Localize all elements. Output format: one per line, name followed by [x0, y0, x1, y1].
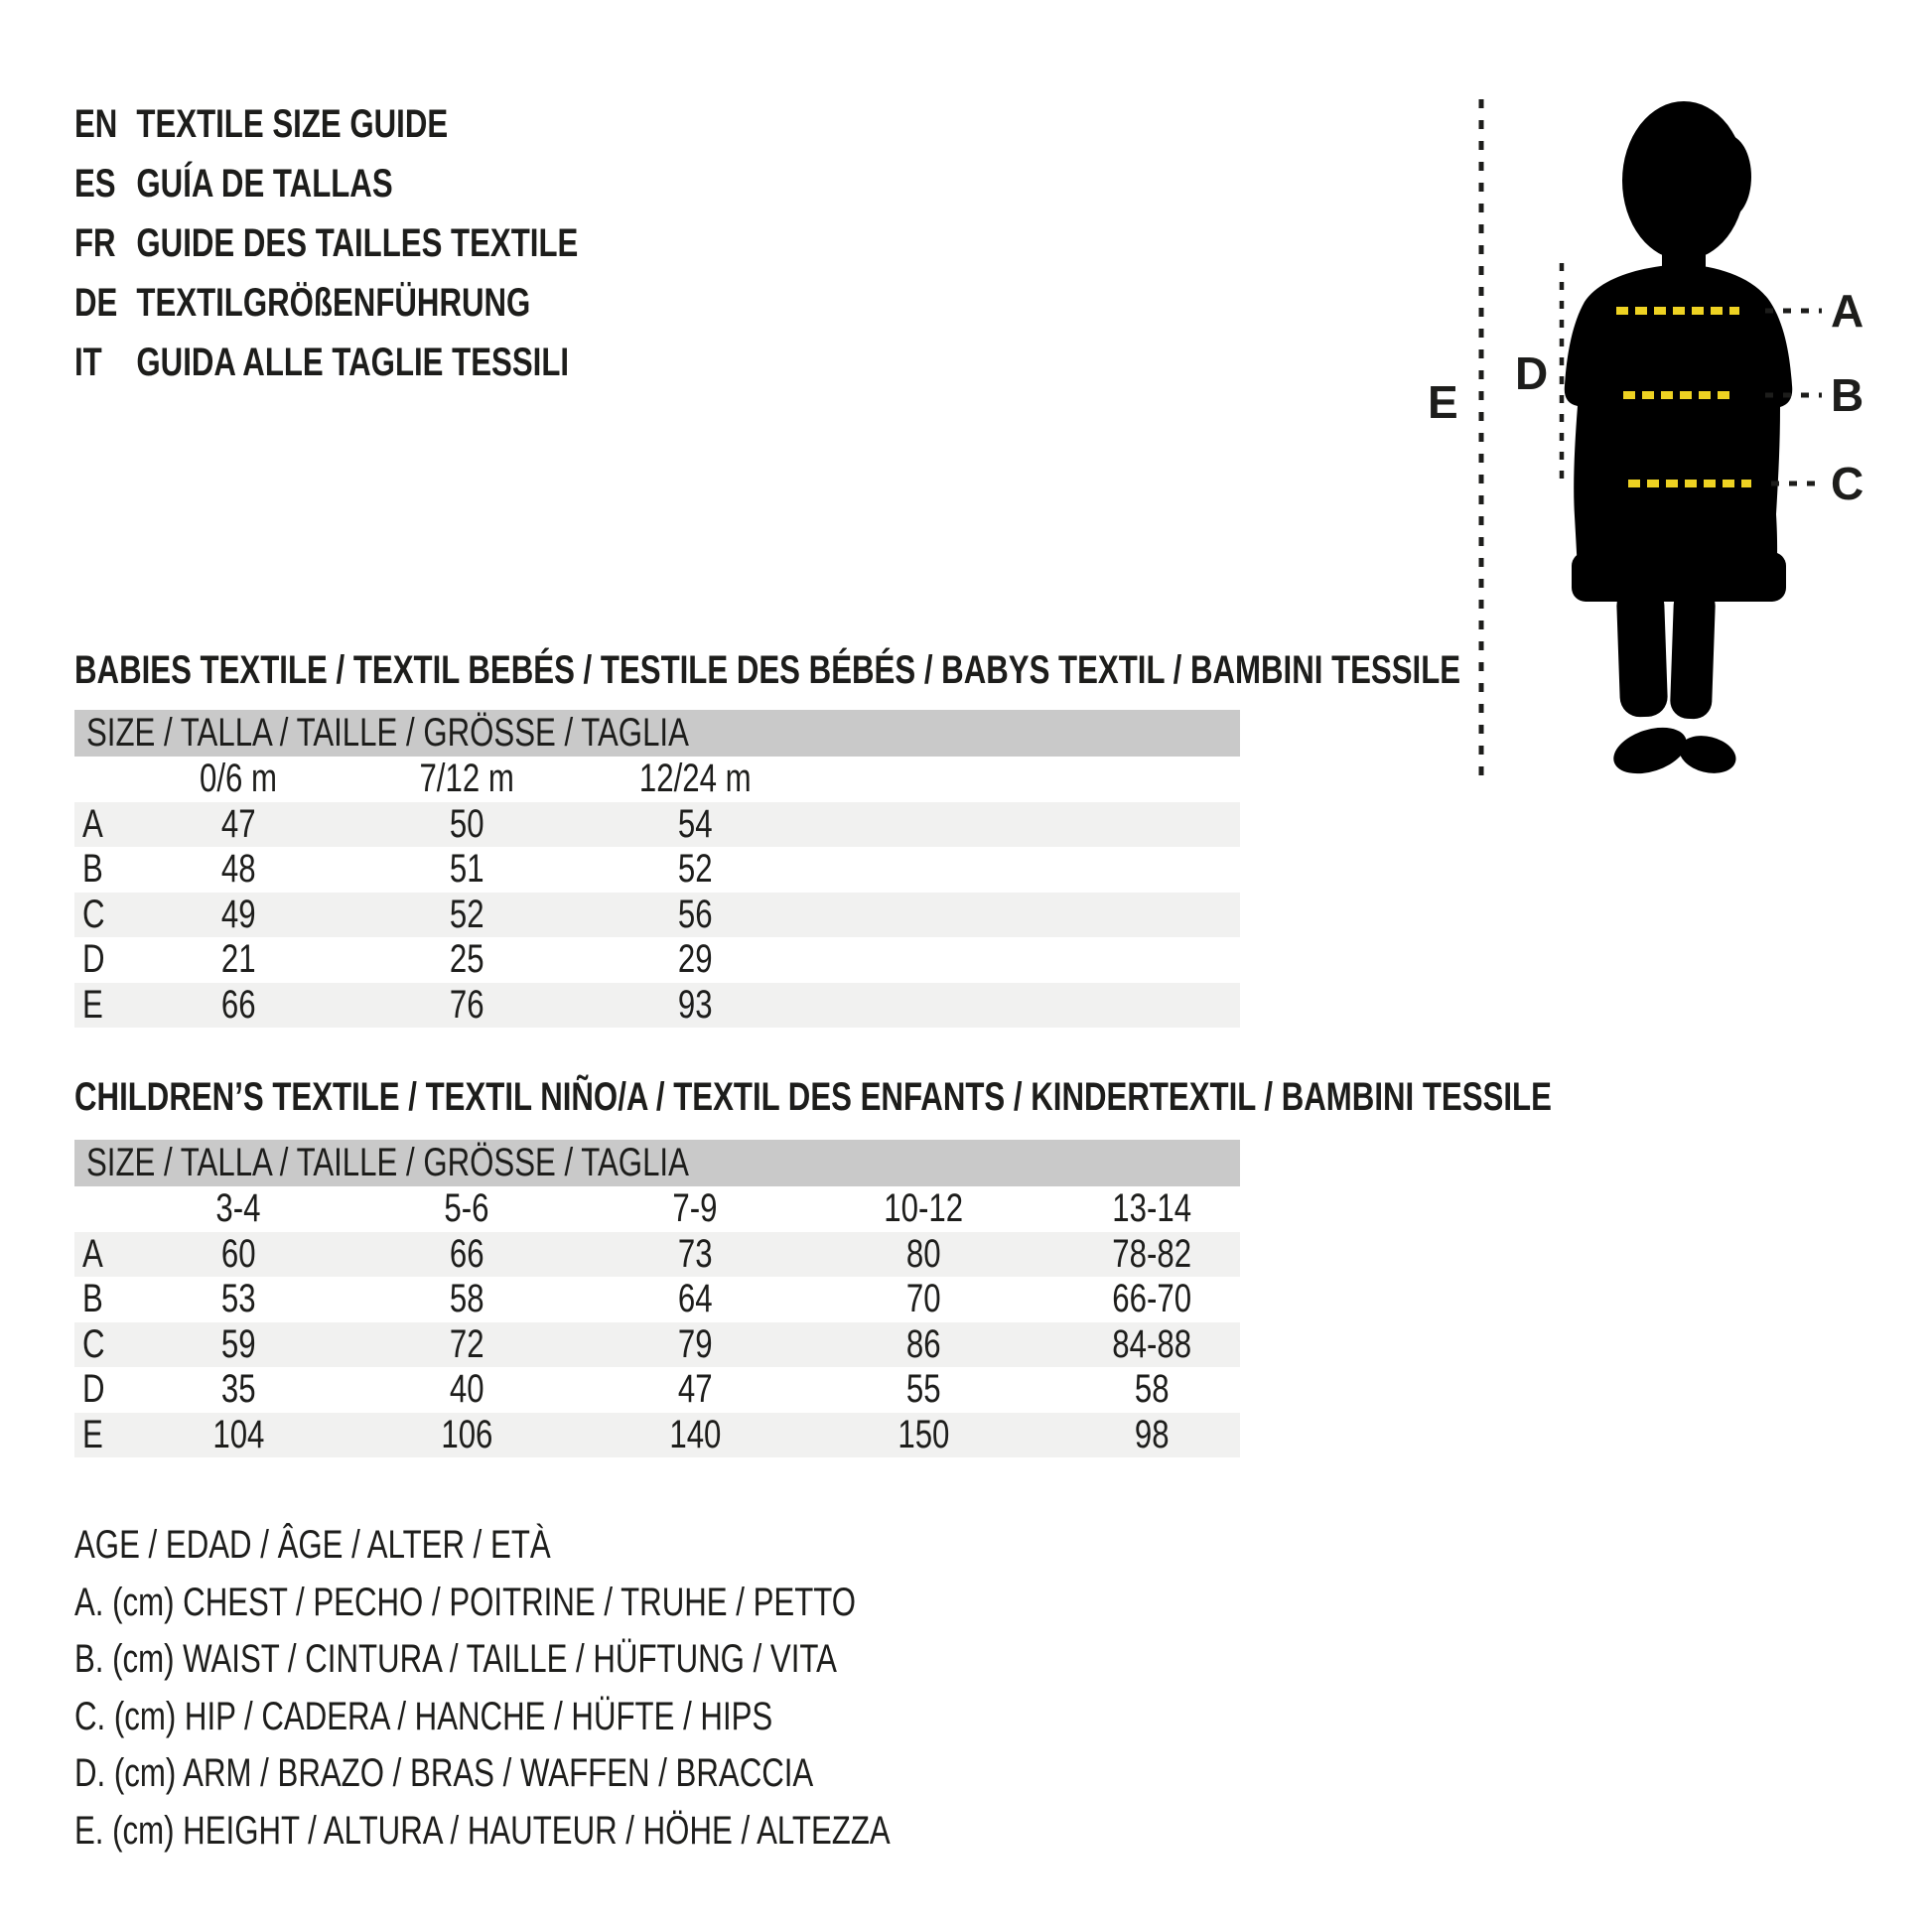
hair-shape	[1704, 135, 1751, 218]
table-cell: 66	[220, 982, 256, 1027]
table-cell: 25	[449, 937, 484, 981]
table-cell: 64	[677, 1277, 713, 1320]
page-title-it: GUIDA ALLE TAGLIE TESSILI	[136, 341, 570, 384]
page-title-de: TEXTILGRÖßENFÜHRUNG	[136, 281, 531, 325]
babies-size-band: SIZE / TALLA / TAILLE / GRÖSSE / TAGLIA	[74, 710, 1240, 757]
table-row	[74, 1322, 1240, 1368]
page-title-fr: GUIDE DES TAILLES TEXTILE	[136, 221, 579, 265]
table-cell: 51	[449, 847, 484, 891]
table-cell: 60	[220, 1231, 256, 1276]
children-size-table	[74, 1140, 1240, 1457]
table-cell: 58	[1134, 1367, 1170, 1411]
column-header: 3-4	[215, 1186, 261, 1230]
table-row	[74, 847, 1240, 893]
row-label: B	[82, 847, 103, 891]
title-row-es	[74, 154, 720, 213]
legend-line-hip: C. (cm) HIP / CADERA / HANCHE / HÜFTE / HIPS	[74, 1694, 773, 1738]
column-header: 10-12	[884, 1186, 963, 1230]
table-row	[74, 1232, 1240, 1278]
table-cell: 104	[211, 1412, 265, 1456]
babies-section-title: BABIES TEXTILE / TEXTIL BEBÉS / TESTILE DES BÉBÉS / BABYS TEXTIL / BAMBINI TESSILE	[74, 648, 1461, 692]
table-cell: 106	[440, 1412, 493, 1456]
title-row-de	[74, 273, 720, 333]
babies-size-table	[74, 710, 1240, 1028]
row-label: D	[82, 937, 105, 981]
legend-line-waist: B. (cm) WAIST / CINTURA / TAILLE / HÜFTUNG / VITA	[74, 1637, 837, 1681]
table-cell: 29	[677, 937, 713, 981]
column-header: 5-6	[444, 1186, 489, 1230]
table-row	[74, 802, 1240, 848]
corner-cell	[74, 1186, 124, 1232]
table-cell: 47	[677, 1367, 713, 1411]
table-cell: 53	[220, 1277, 256, 1320]
table-row	[74, 1277, 1240, 1322]
table-cell: 78-82	[1112, 1231, 1191, 1276]
table-cell: 84-88	[1112, 1321, 1191, 1366]
table-row	[74, 937, 1240, 983]
title-row-it	[74, 333, 720, 392]
table-row	[74, 1413, 1240, 1458]
table-cell: 98	[1134, 1412, 1170, 1456]
title-row-fr	[74, 213, 720, 273]
row-label: A	[82, 801, 103, 846]
table-cell: 49	[220, 892, 256, 936]
figure-label-height: E	[1428, 376, 1458, 428]
children-size-band: SIZE / TALLA / TAILLE / GRÖSSE / TAGLIA	[74, 1140, 1240, 1186]
row-label: B	[82, 1277, 103, 1320]
table-cell: 21	[220, 937, 256, 981]
table-cell: 54	[677, 801, 713, 846]
child-silhouette-diagram	[1370, 60, 1932, 814]
lang-code-fr: FR	[74, 221, 116, 265]
column-header: 13-14	[1112, 1186, 1191, 1230]
table-cell: 150	[897, 1412, 950, 1456]
row-label: C	[82, 1321, 105, 1366]
row-label: E	[82, 982, 103, 1027]
table-cell: 48	[220, 847, 256, 891]
title-row-en	[74, 94, 720, 154]
table-row	[74, 983, 1240, 1029]
table-cell: 93	[677, 982, 713, 1027]
table-cell: 66-70	[1112, 1277, 1191, 1320]
page-title-en: TEXTILE SIZE GUIDE	[136, 102, 449, 146]
row-label: C	[82, 892, 105, 936]
legend-line-arm: D. (cm) ARM / BRAZO / BRAS / WAFFEN / BRACCIA	[74, 1751, 814, 1795]
page-title-es: GUÍA DE TALLAS	[136, 162, 393, 206]
table-cell: 80	[905, 1231, 941, 1276]
legend-line-height: E. (cm) HEIGHT / ALTURA / HAUTEUR / HÖHE / ALTEZZA	[74, 1808, 891, 1853]
lang-code-de: DE	[74, 281, 118, 325]
table-cell: 56	[677, 892, 713, 936]
column-header: 7-9	[672, 1186, 718, 1230]
table-cell: 50	[449, 801, 484, 846]
figure-label-hip: C	[1831, 458, 1864, 509]
table-cell: 66	[449, 1231, 484, 1276]
table-cell: 58	[449, 1277, 484, 1320]
babies-column-header-row	[74, 757, 1240, 802]
row-label: A	[82, 1231, 103, 1276]
figure-label-arm: D	[1515, 347, 1549, 399]
title-block	[74, 94, 720, 392]
figure-label-chest: A	[1831, 285, 1864, 337]
table-row	[74, 893, 1240, 938]
table-row	[74, 1367, 1240, 1413]
table-cell: 40	[449, 1367, 484, 1411]
column-header: 12/24 m	[638, 757, 752, 800]
children-section-title: CHILDREN’S TEXTILE / TEXTIL NIÑO/A / TEXTIL DES ENFANTS / KINDERTEXTIL / BAMBINI TESSILE	[74, 1075, 1552, 1119]
legend-line-age: AGE / EDAD / ÂGE / ALTER / ETÀ	[74, 1523, 551, 1567]
table-cell: 55	[905, 1367, 941, 1411]
row-label: E	[82, 1412, 103, 1456]
column-header: 7/12 m	[419, 757, 514, 800]
table-cell: 73	[677, 1231, 713, 1276]
lang-code-en: EN	[74, 102, 118, 146]
table-cell: 79	[677, 1321, 713, 1366]
measurement-legend	[74, 1517, 1120, 1860]
legend-line-chest: A. (cm) CHEST / PECHO / POITRINE / TRUHE / PETTO	[74, 1580, 857, 1624]
table-cell: 52	[677, 847, 713, 891]
table-cell: 52	[449, 892, 484, 936]
table-cell: 76	[449, 982, 484, 1027]
row-label: D	[82, 1367, 105, 1411]
figure-label-waist: B	[1831, 369, 1864, 421]
table-cell: 86	[905, 1321, 941, 1366]
table-cell: 70	[905, 1277, 941, 1320]
table-cell: 140	[668, 1412, 722, 1456]
lang-code-it: IT	[74, 341, 102, 384]
table-cell: 59	[220, 1321, 256, 1366]
children-column-header-row	[74, 1186, 1240, 1232]
table-cell: 47	[220, 801, 256, 846]
corner-cell	[74, 757, 124, 802]
measurement-figure	[1370, 60, 1932, 814]
table-cell: 72	[449, 1321, 484, 1366]
table-cell: 35	[220, 1367, 256, 1411]
lang-code-es: ES	[74, 162, 116, 206]
column-header: 0/6 m	[199, 757, 278, 800]
